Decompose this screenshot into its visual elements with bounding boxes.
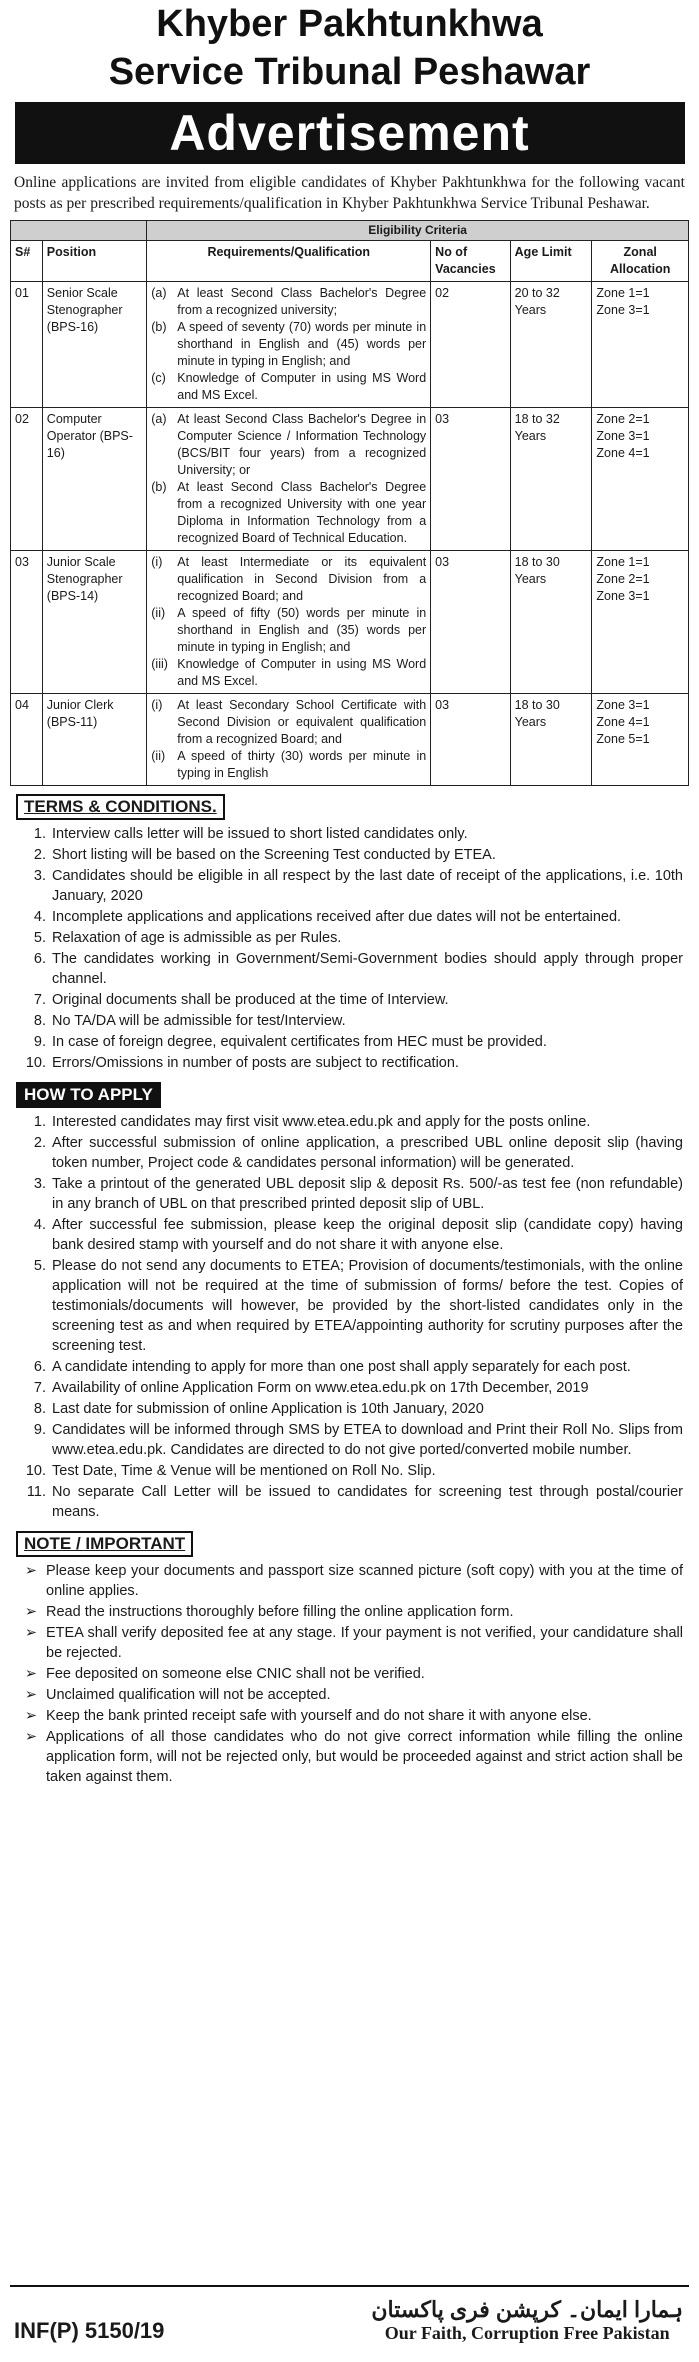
item-number: 9. (33, 1422, 46, 1438)
item-number: 2. (33, 1135, 46, 1151)
note-item (16, 1664, 683, 1684)
col-sno: S# (11, 241, 43, 282)
note-text: ETEA shall verify deposited fee at any stage. If your payment is not verified, your candidature shall be rejected. (46, 1625, 683, 1661)
item-text: Candidates should be eligible in all respect by the last date of receipt of the applications, i.e. 10th January, 2020 (52, 868, 683, 904)
list-item (16, 990, 683, 1010)
arrow-bullet-icon: ➢ (24, 1708, 38, 1724)
row-position: Senior Scale Stenographer (BPS-16) (42, 282, 146, 408)
item-text: Take a printout of the generated UBL deposit slip & deposit Rs. 500/-as test fee (non refundable) in any branch of UBL on that prescribed printed deposit slip of UBL. (52, 1176, 683, 1212)
header-line-1: Khyber Pakhtunkhwa (156, 3, 543, 45)
item-number: 10. (25, 1055, 46, 1071)
zone-entry: Zone 3=1 (596, 303, 650, 317)
notes-list (10, 1561, 689, 1787)
arrow-bullet-icon: ➢ (24, 1687, 38, 1703)
list-item (16, 1482, 683, 1522)
requirement-label: (a) (151, 412, 167, 426)
requirement-label: (b) (151, 480, 167, 494)
row-sno: 04 (11, 694, 43, 786)
item-text: A candidate intending to apply for more than one post shall apply separately for each post. (52, 1359, 631, 1375)
list-item (16, 949, 683, 989)
row-zones (592, 551, 689, 694)
arrow-bullet-icon: ➢ (24, 1625, 38, 1641)
requirement-label: (ii) (151, 606, 166, 620)
zone-entry: Zone 4=1 (596, 715, 650, 729)
zone-entry: Zone 4=1 (596, 446, 650, 460)
advertisement-banner: Advertisement (15, 102, 685, 164)
requirement-item (151, 285, 426, 319)
item-number: 11. (26, 1484, 46, 1500)
item-number: 7. (33, 1380, 46, 1396)
list-item (16, 1215, 683, 1255)
item-text: Short listing will be based on the Screening Test conducted by ETEA. (52, 847, 496, 863)
item-text: Interested candidates may first visit www.etea.edu.pk and apply for the posts online. (52, 1114, 591, 1130)
list-item (16, 1378, 683, 1398)
note-text: Unclaimed qualification will not be accepted. (46, 1687, 331, 1703)
item-text: Relaxation of age is admissible as per Rules. (52, 930, 342, 946)
list-item (16, 1461, 683, 1481)
requirement-item (151, 370, 426, 404)
requirement-item (151, 554, 426, 605)
note-item (16, 1623, 683, 1663)
item-number: 10. (25, 1463, 46, 1479)
row-sno: 02 (11, 408, 43, 551)
item-number: 8. (33, 1013, 46, 1029)
row-age: 18 to 32 Years (510, 408, 592, 551)
row-position: Junior Clerk (BPS-11) (42, 694, 146, 786)
item-number: 1. (33, 1114, 46, 1130)
row-requirements (147, 282, 431, 408)
list-item (16, 1357, 683, 1377)
requirement-text: A speed of seventy (70) words per minute in shorthand in English and (45) words per minute in typing in English; and (177, 320, 427, 368)
list-item (16, 845, 683, 865)
item-number: 5. (33, 1258, 46, 1274)
item-number: 7. (33, 992, 46, 1008)
eligibility-table (10, 220, 689, 786)
item-number: 5. (33, 930, 46, 946)
note-item (16, 1685, 683, 1705)
list-item (16, 1256, 683, 1356)
item-text: Candidates will be informed through SMS by ETEA to download and Print their Roll No. Slips from www.etea.edu.pk. Candidates are directed to do not give ported/converted mobile number. (52, 1422, 683, 1458)
row-sno: 01 (11, 282, 43, 408)
list-item (16, 1174, 683, 1214)
note-text: Applications of all those candidates who do not give correct information while filling the online application form, will not be rejected only, but would be proceeded against and strict action shall be taken against them. (46, 1729, 683, 1785)
item-text: Interview calls letter will be issued to short listed candidates only. (52, 826, 468, 842)
requirement-label: (b) (151, 320, 167, 334)
row-vacancies: 03 (431, 694, 510, 786)
list-item (16, 1112, 683, 1132)
note-text: Fee deposited on someone else CNIC shall not be verified. (46, 1666, 425, 1682)
list-item (16, 1053, 683, 1073)
requirement-item (151, 319, 426, 370)
col-zonal: Zonal Allocation (592, 241, 689, 282)
row-vacancies: 02 (431, 282, 510, 408)
item-text: Incomplete applications and applications received after due dates will not be entertained. (52, 909, 622, 925)
list-item (16, 824, 683, 844)
item-number: 3. (33, 1176, 46, 1192)
note-item (16, 1706, 683, 1726)
row-requirements (147, 408, 431, 551)
arrow-bullet-icon: ➢ (24, 1666, 38, 1682)
inf-number: INF(P) 5150/19 (14, 2318, 165, 2343)
row-position: Junior Scale Stenographer (BPS-14) (42, 551, 146, 694)
zone-entry: Zone 2=1 (596, 572, 650, 586)
col-position: Position (42, 241, 146, 282)
requirement-text: At least Second Class Bachelor's Degree from a recognized university; (177, 286, 427, 317)
zone-entry: Zone 2=1 (596, 412, 650, 426)
item-text: After successful fee submission, please keep the original deposit slip (candidate copy) having bank desired stamp with yourself and do not share it with anyone else. (52, 1217, 683, 1253)
requirements-list (151, 554, 426, 690)
col-vacancies: No of Vacancies (431, 241, 510, 282)
requirement-item (151, 411, 426, 479)
col-requirements: Requirements/Qualification (147, 241, 431, 282)
arrow-bullet-icon: ➢ (24, 1604, 38, 1620)
list-item (16, 907, 683, 927)
row-requirements (147, 551, 431, 694)
requirement-text: A speed of thirty (30) words per minute in typing in English (177, 749, 427, 780)
table-row (11, 408, 689, 551)
note-text: Keep the bank printed receipt safe with yourself and do not share it with anyone else. (46, 1708, 592, 1724)
item-number: 4. (33, 909, 46, 925)
zone-entry: Zone 5=1 (596, 732, 650, 746)
row-zones (592, 694, 689, 786)
item-text: Last date for submission of online Application is 10th January, 2020 (52, 1401, 484, 1417)
item-text: Test Date, Time & Venue will be mentioned on Roll No. Slip. (52, 1463, 436, 1479)
row-position: Computer Operator (BPS-16) (42, 408, 146, 551)
row-vacancies: 03 (431, 551, 510, 694)
item-text: Errors/Omissions in number of posts are subject to rectification. (52, 1055, 459, 1071)
note-text: Read the instructions thoroughly before filling the online application form. (46, 1604, 514, 1620)
row-age: 18 to 30 Years (510, 694, 592, 786)
requirement-text: At least Intermediate or its equivalent qualification in Second Division from a recognized Board; and (177, 555, 427, 603)
requirements-list (151, 411, 426, 547)
requirement-label: (i) (151, 698, 163, 712)
row-age: 18 to 30 Years (510, 551, 592, 694)
list-item (16, 928, 683, 948)
item-number: 2. (33, 847, 46, 863)
intro-paragraph: Online applications are invited from eligible candidates of Khyber Pakhtunkhwa for the following vacant posts as per prescribed requirements/qualification in Khyber Pakhtunkhwa Service Tribunal Peshawar. (14, 174, 685, 212)
list-item (16, 1399, 683, 1419)
zone-entry: Zone 3=1 (596, 589, 650, 603)
list-item (16, 866, 683, 906)
zone-entry: Zone 3=1 (596, 698, 650, 712)
footer (10, 2285, 689, 2344)
requirement-text: At least Secondary School Certificate with Second Division or equivalent qualification from a recognized Board; and (177, 698, 427, 746)
row-zones (592, 408, 689, 551)
item-text: In case of foreign degree, equivalent certificates from HEC must be provided. (52, 1034, 547, 1050)
item-number: 4. (33, 1217, 46, 1233)
item-text: The candidates working in Government/Semi-Government bodies should apply through proper channel. (52, 951, 683, 987)
requirement-label: (i) (151, 555, 163, 569)
requirement-text: A speed of fifty (50) words per minute in shorthand in English and (35) words per minute in typing in English; and (177, 606, 427, 654)
item-number: 6. (33, 951, 46, 967)
item-text: No TA/DA will be admissible for test/Interview. (52, 1013, 346, 1029)
item-text: After successful submission of online application, a prescribed UBL online deposit slip (having token number, Project code & candidates personal information) will be generated. (52, 1135, 683, 1171)
requirements-list (151, 697, 426, 782)
item-number: 9. (33, 1034, 46, 1050)
header-line-2: Service Tribunal Peshawar (108, 51, 591, 93)
item-text: Please do not send any documents to ETEA; Provision of documents/testimonials, with the online application will not be required at the time of submission of forms/ before the test. Copies of testimonials/documents will however, be provided by the short-listed candidates only in the screening test as and when required by ETEA/appointing authority for scrutiny purposes after the screening test. (52, 1258, 683, 1354)
requirements-list (151, 285, 426, 404)
requirement-text: At least Second Class Bachelor's Degree in Computer Science / Information Technology (BCS/BIT four years) from a recognized University; or (177, 412, 427, 477)
urdu-slogan: ہمارا ایمان۔ کرپشن فری پاکستان (371, 2297, 683, 2322)
row-requirements (147, 694, 431, 786)
how-to-apply-heading: HOW TO APPLY (16, 1082, 161, 1108)
arrow-bullet-icon: ➢ (24, 1563, 38, 1579)
english-slogan: Our Faith, Corruption Free Pakistan (384, 2323, 670, 2343)
row-sno: 03 (11, 551, 43, 694)
arrow-bullet-icon: ➢ (24, 1729, 38, 1745)
note-item (16, 1727, 683, 1787)
slogan (371, 2297, 683, 2344)
list-item (16, 1011, 683, 1031)
requirement-text: Knowledge of Computer in using MS Word and MS Excel. (177, 371, 427, 402)
how-to-apply-list (10, 1112, 689, 1522)
eligibility-criteria-header: Eligibility Criteria (147, 221, 689, 241)
col-age: Age Limit (510, 241, 592, 282)
zone-entry: Zone 1=1 (596, 286, 650, 300)
requirement-item (151, 605, 426, 656)
row-vacancies: 03 (431, 408, 510, 551)
requirement-item (151, 697, 426, 748)
table-row (11, 551, 689, 694)
list-item (16, 1133, 683, 1173)
requirement-label: (ii) (151, 749, 166, 763)
note-heading: NOTE / IMPORTANT (16, 1531, 193, 1557)
table-row (11, 694, 689, 786)
table-row (11, 282, 689, 408)
item-number: 3. (33, 868, 46, 884)
zone-entry: Zone 1=1 (596, 555, 650, 569)
item-text: Original documents shall be produced at the time of Interview. (52, 992, 449, 1008)
note-item (16, 1602, 683, 1622)
requirement-item (151, 656, 426, 690)
requirement-label: (c) (151, 371, 166, 385)
row-age: 20 to 32 Years (510, 282, 592, 408)
item-text: Availability of online Application Form on www.etea.edu.pk on 17th December, 2019 (52, 1380, 589, 1396)
zone-entry: Zone 3=1 (596, 429, 650, 443)
requirement-item (151, 479, 426, 547)
row-zones (592, 282, 689, 408)
note-text: Please keep your documents and passport size scanned picture (soft copy) with you at the time of online applies. (46, 1563, 683, 1599)
requirement-label: (iii) (151, 657, 168, 671)
terms-heading: TERMS & CONDITIONS. (16, 794, 225, 820)
item-number: 1. (33, 826, 46, 842)
item-text: No separate Call Letter will be issued to candidates for screening test through postal/courier means. (52, 1484, 683, 1520)
item-number: 8. (33, 1401, 46, 1417)
requirement-item (151, 748, 426, 782)
list-item (16, 1032, 683, 1052)
item-number: 6. (33, 1359, 46, 1375)
requirement-text: At least Second Class Bachelor's Degree from a recognized University with one year Diploma in Information Technology from a recognized Board of Technical Education. (177, 480, 427, 545)
requirement-text: Knowledge of Computer in using MS Word and MS Excel. (177, 657, 427, 688)
list-item (16, 1420, 683, 1460)
requirement-label: (a) (151, 286, 167, 300)
terms-list (10, 824, 689, 1073)
note-item (16, 1561, 683, 1601)
